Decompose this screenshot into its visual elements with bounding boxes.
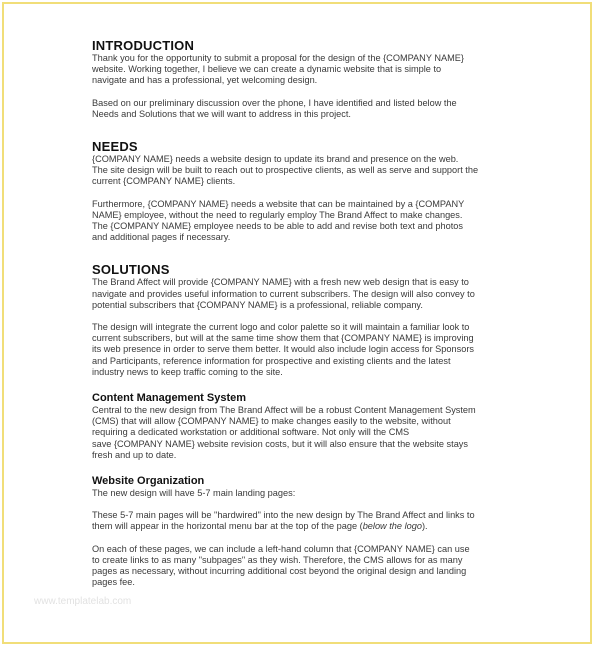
italic-text: below the logo xyxy=(362,521,422,532)
org-paragraph-3 xyxy=(92,544,512,589)
text-line: current subscribers, but will at the same time show them that {COMPANY NAME} is improving xyxy=(92,333,474,344)
heading-solutions: SOLUTIONS xyxy=(92,262,170,278)
text-span: ). xyxy=(421,521,428,532)
text-line: (CMS) that will allow {COMPANY NAME} to make changes easily to the website, without xyxy=(92,416,451,427)
text-line: Thank you for the opportunity to submit a proposal for the design of the {COMPANY NAME} xyxy=(92,53,464,63)
text-line: industry news to keep traffic coming to the site. xyxy=(92,366,283,377)
text-line: website. Working together, I believe we can create a dynamic website that is simple to xyxy=(92,64,442,75)
heading-content-management-system: Content Management System xyxy=(92,392,247,405)
watermark: www.templatelab.com xyxy=(34,596,132,607)
solutions-paragraph-2 xyxy=(92,322,512,378)
text-line: Needs and Solutions that we will want to address in this project. xyxy=(92,108,351,119)
text-line: The {COMPANY NAME} employee needs to be able to add and revise both text and photos xyxy=(92,221,463,232)
text-line: The Brand Affect will provide {COMPANY NAME} with a fresh new web design that is easy to xyxy=(92,277,469,288)
heading-needs: NEEDS xyxy=(92,139,138,155)
text-line: fresh and up to date. xyxy=(92,449,177,460)
intro-paragraph-2 xyxy=(92,98,512,120)
text-line: NAME} employee, without the need to regularly employ The Brand Affect to make changes. xyxy=(92,209,463,220)
text-line: {COMPANY NAME} needs a website design to update its brand and presence on the web. xyxy=(92,154,459,165)
org-paragraph-2 xyxy=(92,510,512,532)
text-line: The new design will have 5-7 main landing pages: xyxy=(92,488,296,499)
heading-introduction: INTRODUCTION xyxy=(92,38,195,53)
needs-paragraph-1 xyxy=(92,154,512,188)
text-line: Central to the new design from The Brand Affect will be a robust Content Management System xyxy=(92,405,476,416)
text-line: pages fee. xyxy=(92,577,135,588)
text-line: navigate and has a professional, yet welcoming design. xyxy=(92,75,318,86)
text-line xyxy=(92,521,512,532)
needs-paragraph-2 xyxy=(92,199,512,244)
text-line: save {COMPANY NAME} website revision costs, but it will also ensure that the website stays xyxy=(92,438,468,449)
document-body xyxy=(92,38,512,589)
org-paragraph-1 xyxy=(92,488,512,499)
text-line: navigate and provides useful information to current subscribers. The design will also convey to xyxy=(92,288,475,299)
text-span: them will appear in the horizontal menu bar at the top of the page ( xyxy=(92,521,363,532)
text-line: and additional pages if necessary. xyxy=(92,232,231,243)
heading-website-organization: Website Organization xyxy=(92,475,205,488)
cms-paragraph xyxy=(92,405,512,461)
text-line: its web presence in order to serve them better. It would also include login access for Sponsors xyxy=(92,344,474,355)
text-line: requiring a dedicated workstation or additional software. Not only will the CMS xyxy=(92,427,410,438)
text-line: and Participants, reference information for prospective and existing clients and the latest xyxy=(92,355,451,366)
text-line: On each of these pages, we can include a left-hand column that {COMPANY NAME} can use xyxy=(92,543,470,554)
text-line: current {COMPANY NAME} clients. xyxy=(92,176,236,187)
text-line: Furthermore, {COMPANY NAME} needs a website that can be maintained by a {COMPANY xyxy=(92,198,465,209)
text-line: pages as necessary, without incurring additional cost beyond the original design and landing xyxy=(92,566,467,577)
text-line: to create links to as many "subpages" as they wish. Therefore, the CMS allows for as many xyxy=(92,554,463,565)
text-line: The design will integrate the current logo and color palette so it will maintain a familiar look to xyxy=(92,322,470,333)
solutions-paragraph-1 xyxy=(92,277,512,311)
text-line: potential subscribers that {COMPANY NAME} is a professional, reliable company. xyxy=(92,299,423,310)
text-line: These 5-7 main pages will be "hardwired" into the new design by The Brand Affect and links to xyxy=(92,510,475,521)
intro-paragraph-1 xyxy=(92,53,512,87)
text-line: The site design will be built to reach out to prospective clients, as well as serve and support the xyxy=(92,165,479,176)
text-line: Based on our preliminary discussion over the phone, I have identified and listed below the xyxy=(92,97,457,108)
